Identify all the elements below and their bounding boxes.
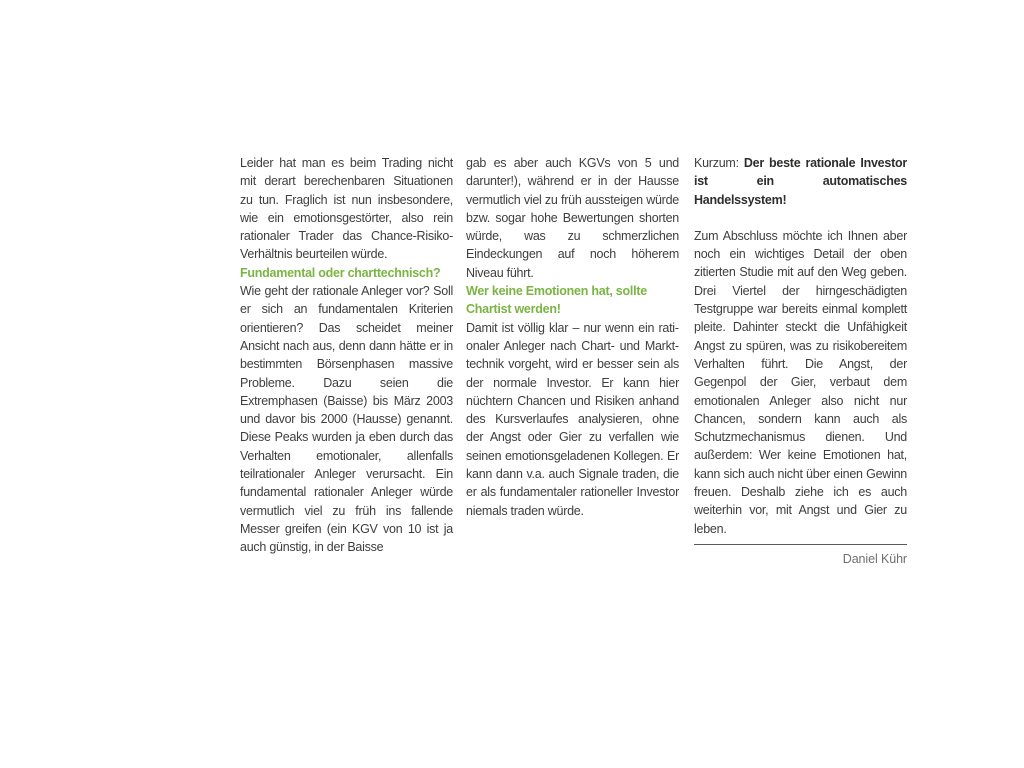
paragraph-rational-anleger: Wie geht der rationale Anleger vor? Soll er sich an fundamentalen Kriterien orientieren? Das scheidet meiner Ansicht nach aus, denn dann hätte er in bestimmten Börsenphasen massive Probleme. Dazu seien die Extremphasen (Baisse) bis März 2003 und davor bis 2000 (Hausse) genannt. Diese Peaks wurden ja eben durch das Verhalten emotionaler, allenfalls teilrationaler Anleger verursacht. Ein fundamental rationaler Anleger würde vermutlich viel zu früh ins fallende Messer greifen (ein KGV von 10 ist ja auch günstig, in der Baisse [240, 284, 453, 555]
text-column-3 [694, 154, 907, 568]
conclusion-statement [694, 154, 907, 209]
text-column-2 [466, 154, 679, 520]
byline-divider [694, 544, 907, 545]
text-column-1 [240, 154, 453, 557]
conclusion-prefix: Kurzum: [694, 156, 744, 170]
section-heading-fundamental: Fundamental oder charttechnisch? [240, 265, 441, 280]
author-byline: Daniel Kühr [842, 551, 907, 566]
paragraph-abschluss: Zum Abschluss möchte ich Ihnen aber noch ein wichtiges Detail der oben zitierten Studie mit auf den Weg geben. Drei Viertel der hirngeschädigten Testgruppe war bereits einmal komplett pleite. Dahinter steckt die Unfähigkeit Angst zu spüren, was zu risikobereitem Verhalten führt. Die Angst, der Gegenpol der Gier, verbaut dem emotionalen Anleger also nicht nur Chancen, sondern kann auch als Schutzmechanismus dienen. Und außerdem: Wer keine Emotionen hat, kann sich auch nicht über einen Gewinn freuen. Deshalb ziehe ich es auch weiterhin vor, mit Angst und Gier zu leben. [694, 228, 907, 536]
section-heading-chartist: Wer keine Emotionen hat, sollte Chartist werden! [466, 284, 647, 317]
paragraph-charttechnik: Damit ist völlig klar – nur wenn ein rationaler Anleger nach Chart- und Markttechnik vorgeht, wird er besser sein als der normale Investor. Er kann hier nüchtern Chancen und Risiken anhand des Kursverlaufes analysieren, ohne der Angst oder Gier zu verfallen wie seinen emotionsgeladenen Kollegen. Er kann dann v.a. auch Signale traden, die er als fundamentaler rationeller Investor niemals traden würde. [466, 320, 679, 518]
conclusion-bold-text: Der beste rationale Investor ist ein automatisches Handelssystem! [694, 156, 907, 207]
paragraph-trading-intro: Leider hat man es beim Trading nicht mit derart berechenbaren Situationen zu tun. Fraglich ist nun insbesondere, wie ein emotionsgestörter, also rein rationaler Trader das Chance-Risiko-Verhältnis beurteilen würde. [240, 156, 453, 262]
paragraph-kgv-continuation: gab es aber auch KGVs von 5 und darunter!), während er in der Hausse vermutlich viel zu früh aussteigen würde bzw. sogar hohe Bewertungen shorten würde, was zu schmerzlichen Eindeckungen auf noch höherem Niveau führt. [466, 156, 679, 280]
